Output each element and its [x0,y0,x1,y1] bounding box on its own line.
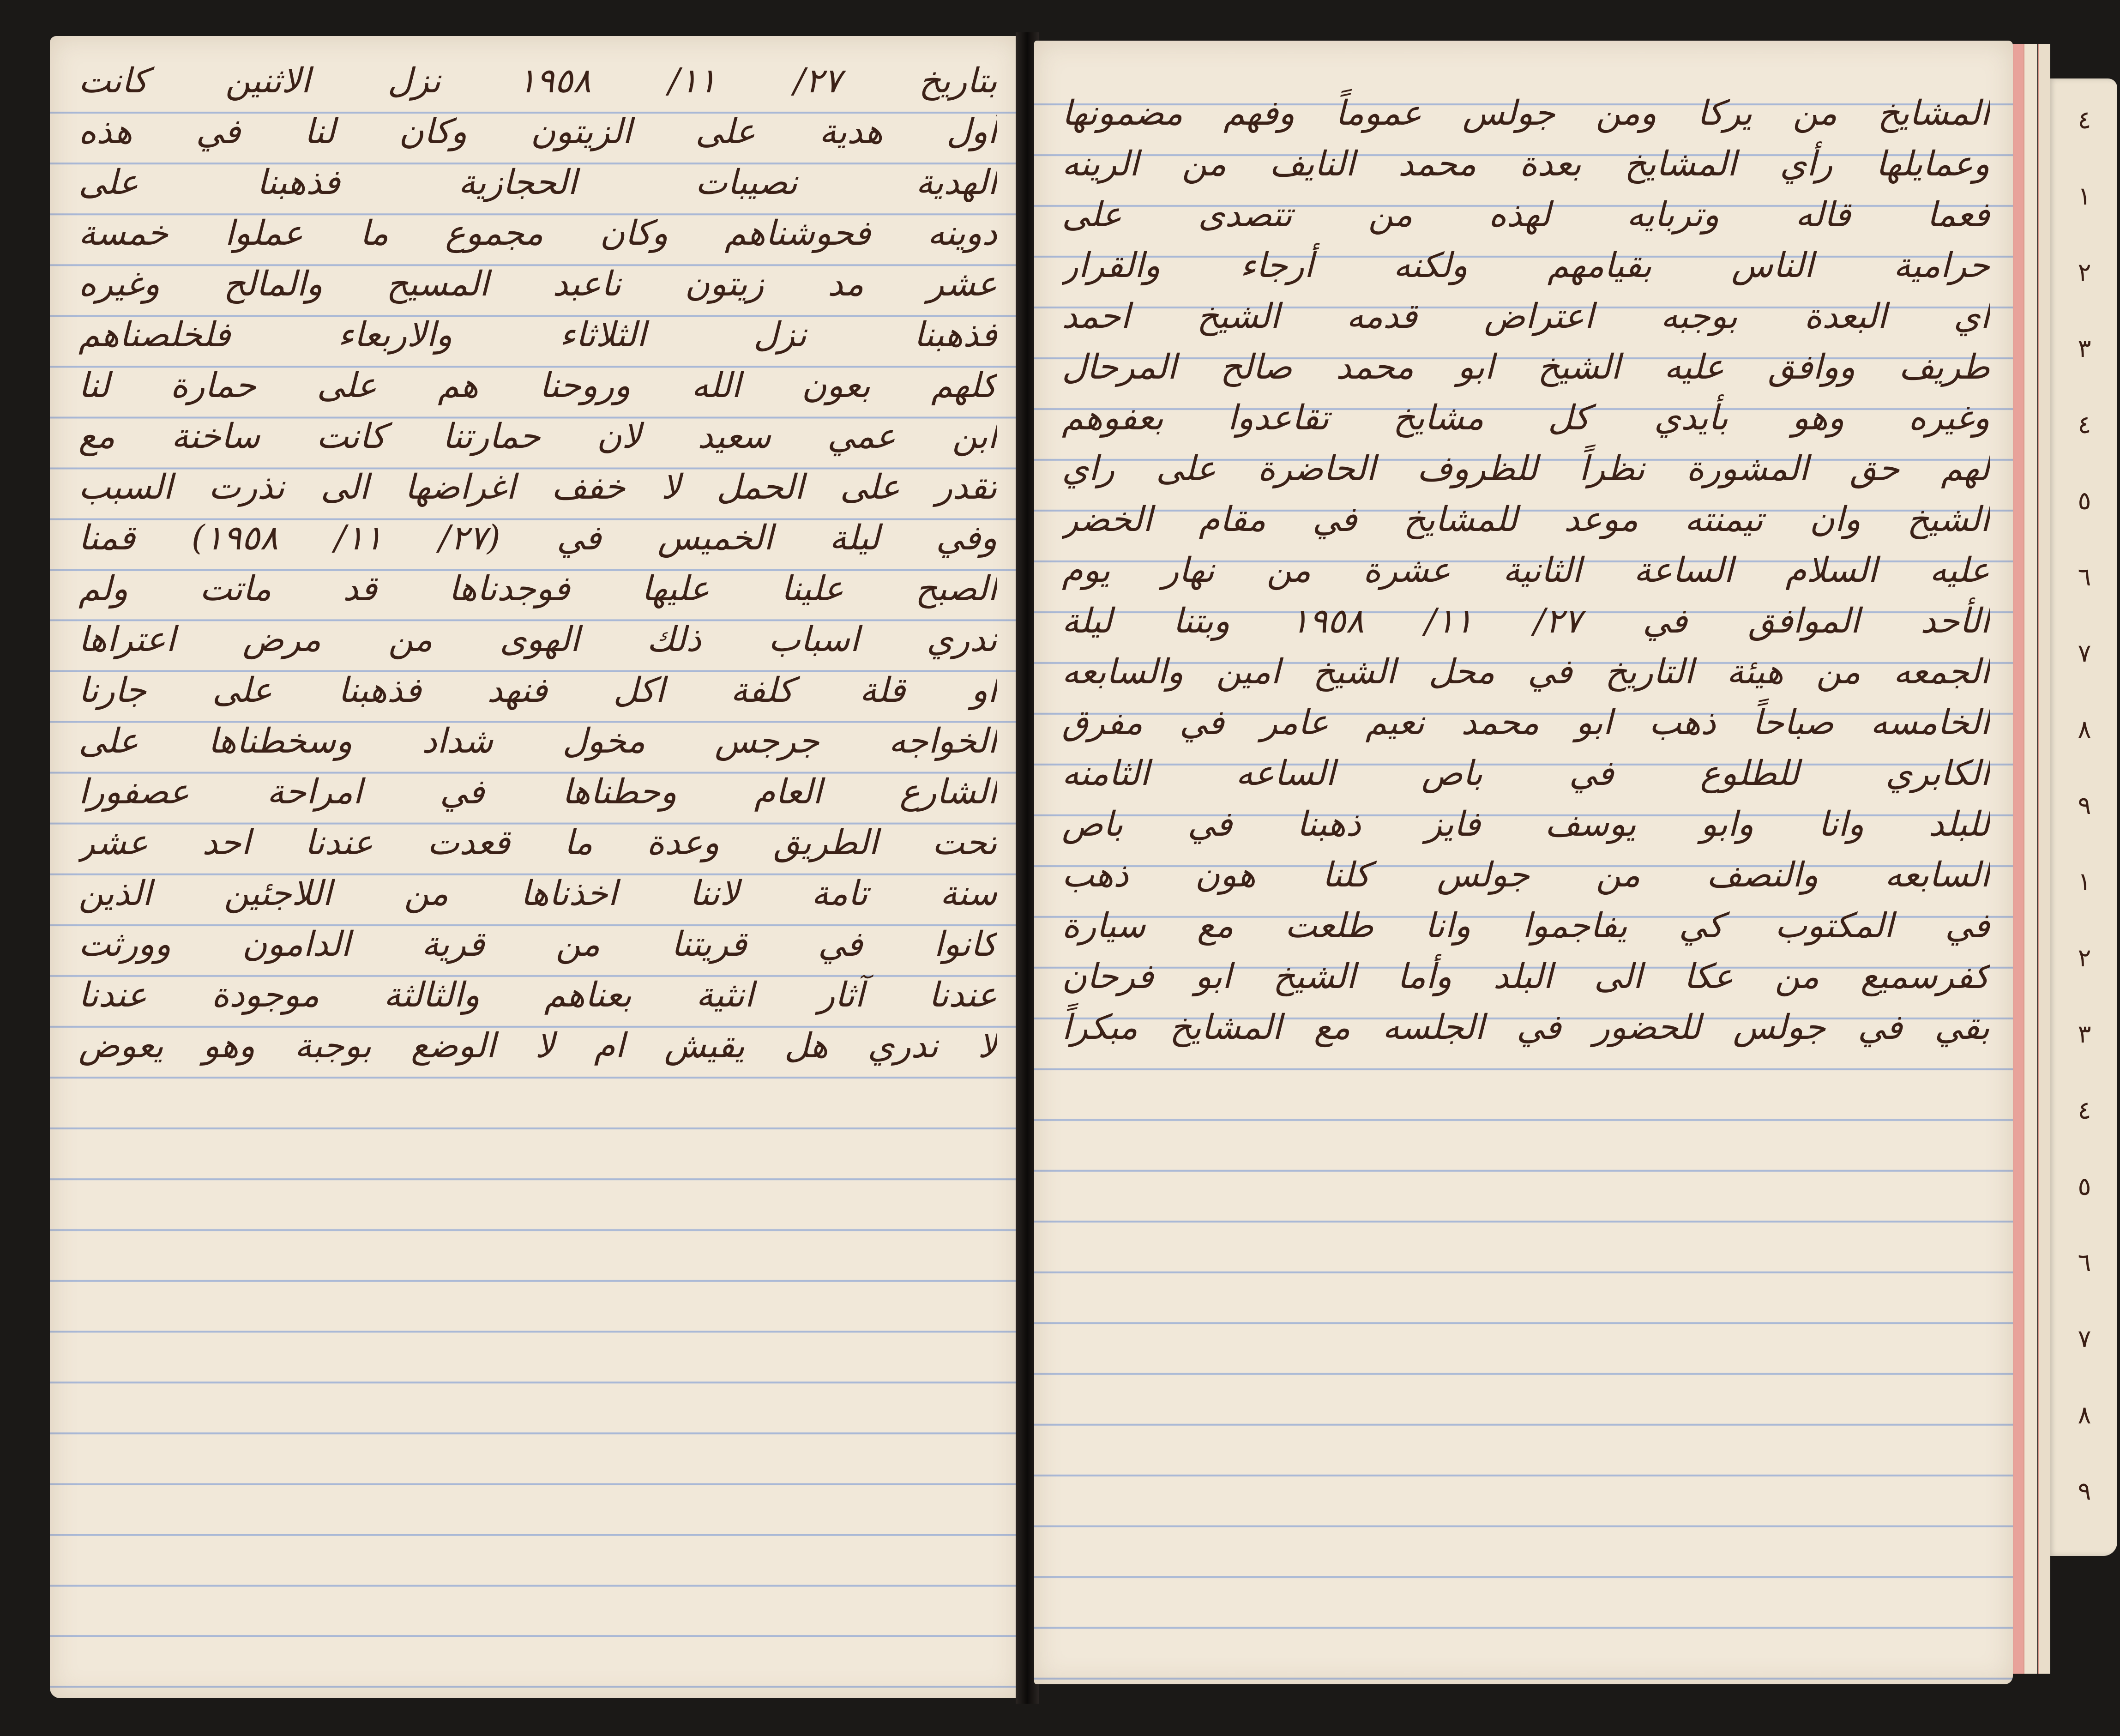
page-edge-red [2012,44,2024,1674]
next-page-mark: ٧ [2078,639,2091,668]
handwritten-line: ابن عمي سعيد لان حمارتنا كانت ساخنة مع [78,416,997,456]
handwritten-line: عليه السلام الساعة الثانية عشرة من نهار يوم [1062,550,1990,590]
handwritten-line: الكابري للطلوع في باص الساعه الثامنه [1062,753,1990,793]
handwritten-line: وغيره وهو بأيدي كل مشايخ تقاعدوا بعفوهم [1062,398,1990,438]
handwritten-line: طريف ووافق عليه الشيخ ابو محمد صالح المرحال [1062,347,1990,387]
handwritten-line: فعما قاله وتربايه لهذه من تتصدى على [1062,195,1990,235]
handwritten-line: فذهبنا نزل الثلاثاء والاربعاء فلخلصناهم [78,315,997,355]
next-page-mark: ١ [2078,181,2091,211]
handwritten-line: سنة تامة لاننا اخذناها من اللاجئين الذين [78,874,997,913]
handwritten-line: للبلد وانا وابو يوسف فايز ذهبنا في باص [1062,804,1990,844]
handwritten-line: في المكتوب كي يفاجموا وانا طلعت مع سيارة [1062,906,1990,946]
handwritten-line: اي البعدة بوجبه اعتراض قدمه الشيخ احمد [1062,296,1990,336]
page-edge [2038,44,2050,1674]
handwritten-line: الجمعه من هيئة التاريخ في محل الشيخ امين والسابعه [1062,652,1990,692]
next-page-mark: ٣ [2078,334,2091,363]
next-page-mark: ٨ [2078,1400,2091,1429]
next-page-mark: ٩ [2078,791,2091,820]
handwritten-line: الشارع العام وحطناها في امراحة عصفورا [78,772,997,812]
next-page-mark: ٩ [2078,1477,2091,1506]
handwritten-line: الأحد الموافق في ٢٧/ ١١/ ١٩٥٨ وبتنا ليلة [1062,601,1990,641]
left-page-text [78,55,997,1071]
handwritten-line: حرامية الناس بقيامهم ولكنه أرجاء والقرار [1062,246,1990,285]
handwritten-line: دوينه فحوشناهم وكان مجموع ما عملوا خمسة [78,213,997,253]
next-page-mark: ٧ [2078,1324,2091,1353]
handwritten-line: كانوا في قريتنا من قرية الدامون وورثت [78,924,997,964]
next-page-mark: ٤ [2078,105,2091,134]
handwritten-line: وعمايلها رأي المشايخ بعدة محمد النايف من الرينه [1062,144,1990,184]
next-page-mark: ٣ [2078,1019,2091,1049]
handwritten-line: بتاريخ ٢٧/ ١١/ ١٩٥٨ نزل الاثنين كانت [78,61,997,101]
handwritten-line: أول هدية على الزيتون وكان لنا في هذه [78,112,997,151]
handwritten-line: ندري اسباب ذلك الهوى من مرض اعتراها [78,620,997,659]
handwritten-line: لهم حق المشورة نظراً للظروف الحاضرة على راي [1062,449,1990,488]
handwritten-line: الشيخ وان تيمنته موعد للمشايخ في مقام الخضر [1062,500,1990,539]
next-page-mark: ١ [2078,867,2091,896]
handwritten-line: تحت الطريق وعدة ما قعدت عندنا احد عشر [78,823,997,862]
next-page-mark: ٨ [2078,715,2091,744]
handwritten-line: عشر مد زيتون ناعبد المسيح والمالح وغيره [78,264,997,304]
handwritten-line: كلهم بعون الله وروحنا هم على حمارة لنا [78,366,997,405]
right-page-text [1062,88,1990,1053]
next-page-mark: ٤ [2078,1096,2091,1125]
handwritten-line: تقدر على الحمل لا خفف اغراضها الى نذرت السبب [78,467,997,507]
next-page-mark: ٥ [2078,1172,2091,1201]
handwritten-line: وفي ليلة الخميس في (٢٧/ ١١/ ١٩٥٨) قمنا [78,518,997,558]
handwritten-line: كفرسميع من عكا الى البلد وأما الشيخ ابو فرحان [1062,957,1990,996]
next-page-mark: ٥ [2078,486,2091,515]
next-page-mark: ٦ [2078,562,2091,591]
handwritten-line: المشايخ من يركا ومن جولس عموماً وفهم مضمونها [1062,93,1990,133]
next-page-mark: ٦ [2078,1248,2091,1277]
handwritten-line: بقي في جولس للحضور في الجلسه مع المشايخ مبكراً [1062,1007,1990,1047]
handwritten-line: السابعه والنصف من جولس كلنا هون ذهب [1062,855,1990,895]
handwritten-line: لا ندري هل يقيش ام لا الوضع بوجبة وهو يعوض [78,1026,997,1066]
handwritten-line: الهدية نصيبات الحجازية فذهبنا على [78,163,997,202]
handwritten-line: الخامسه صباحاً ذهب ابو محمد نعيم عامر في مفرق [1062,703,1990,742]
handwritten-line: او قلة كلفة اكل فنهد فذهبنا على جارنا [78,670,997,710]
handwritten-line: عندنا آثار انثية بعناهم والثالثة موجودة عندنا [78,975,997,1015]
next-page-mark: ٢ [2078,258,2091,287]
next-page-mark: ٢ [2078,943,2091,972]
page-edge [2023,44,2037,1674]
next-page-mark: ٤ [2078,410,2091,439]
handwritten-line: الصبح علينا عليها فوجدناها قد ماتت ولم [78,569,997,609]
handwritten-line: الخواجه جرجس مخول شداد وسخطناها على [78,721,997,761]
